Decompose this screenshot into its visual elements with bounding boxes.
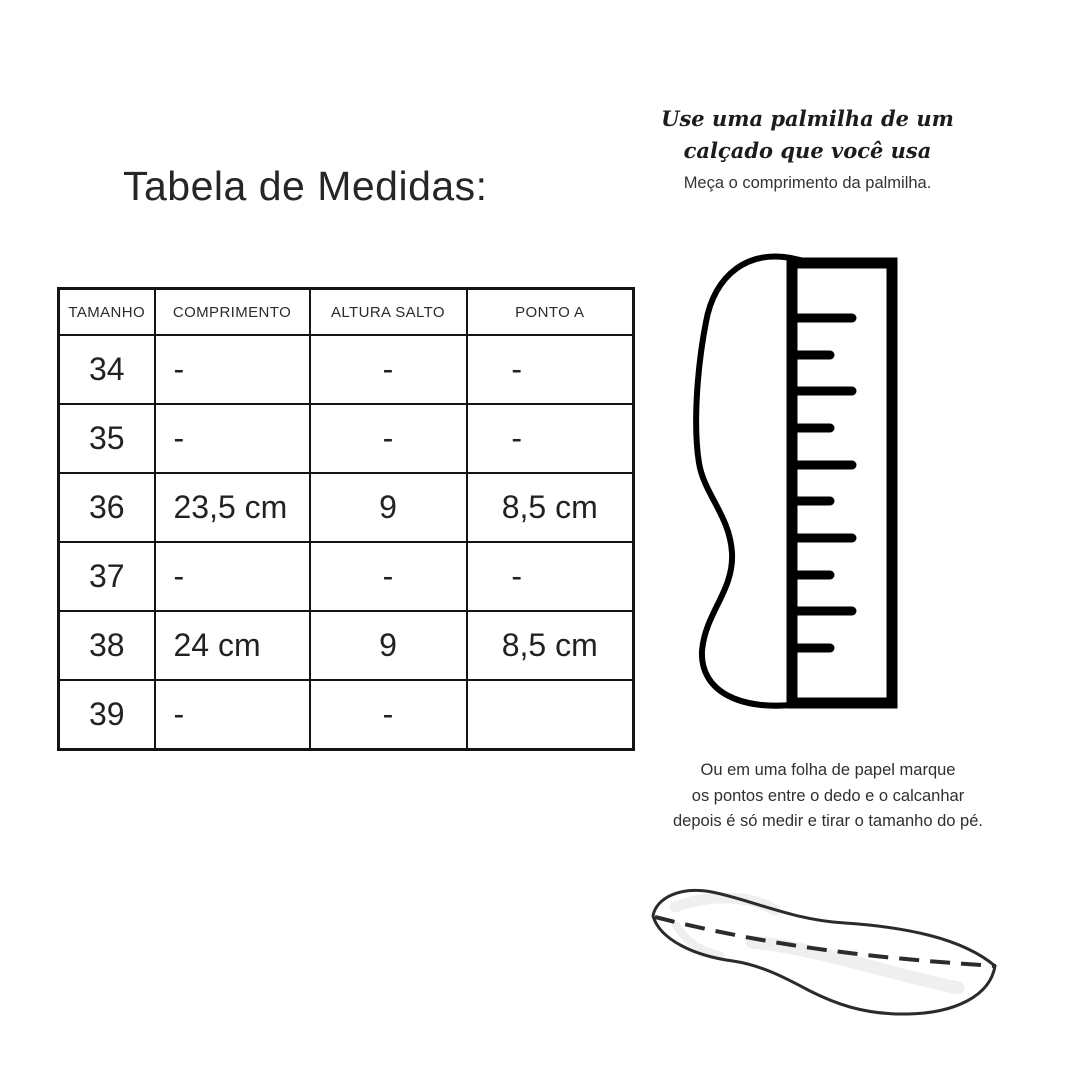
insole-heading-line1: Use uma palmilha de um [661, 106, 954, 131]
table-cell: 8,5 cm [467, 473, 634, 542]
size-table-body [59, 335, 634, 750]
table-row [59, 542, 634, 611]
insole-heading-line2: calçado que você usa [683, 138, 932, 163]
table-cell: 37 [59, 542, 155, 611]
insole-dashed-diagram-icon [628, 872, 1023, 1047]
table-cell: 34 [59, 335, 155, 404]
table-cell: - [155, 404, 310, 473]
table-row [59, 680, 634, 750]
table-cell: - [467, 335, 634, 404]
paper-line3: depois é só medir e tirar o tamanho do pé. [672, 812, 983, 830]
table-cell: - [155, 680, 310, 750]
table-cell: - [310, 680, 467, 750]
insole-subtext: Meça o comprimento da palmilha. [683, 174, 932, 192]
table-row [59, 611, 634, 680]
paper-line2: os pontos entre o dedo e o calcanhar [691, 786, 965, 805]
table-cell: - [467, 542, 634, 611]
table-cell: 38 [59, 611, 155, 680]
table-cell [467, 680, 634, 750]
paper-line1: Ou em uma folha de papel marque [700, 761, 956, 779]
page-title: Tabela de Medidas: [123, 163, 488, 209]
table-cell: - [310, 542, 467, 611]
column-header: TAMANHO [59, 289, 155, 336]
table-row [59, 404, 634, 473]
column-header: ALTURA SALTO [310, 289, 467, 336]
ruler-outline [792, 263, 892, 703]
column-header: PONTO A [467, 289, 634, 336]
table-cell: - [467, 404, 634, 473]
column-header: COMPRIMENTO [155, 289, 310, 336]
insole-ruler-diagram-icon [640, 238, 940, 728]
table-cell: 39 [59, 680, 155, 750]
table-row [59, 473, 634, 542]
table-cell: 35 [59, 404, 155, 473]
size-table-grid [57, 287, 635, 751]
table-cell: 9 [310, 473, 467, 542]
table-cell: - [155, 542, 310, 611]
table-cell: - [155, 335, 310, 404]
table-cell: 23,5 cm [155, 473, 310, 542]
table-cell: 24 cm [155, 611, 310, 680]
paper-instructions [618, 758, 1038, 835]
table-cell: - [310, 335, 467, 404]
insole-instructions [620, 103, 995, 195]
insole-shading [675, 898, 958, 988]
size-table [57, 287, 635, 751]
size-table-header [59, 289, 634, 336]
table-cell: - [310, 404, 467, 473]
table-row [59, 335, 634, 404]
table-cell: 9 [310, 611, 467, 680]
insole-half-outline [696, 257, 800, 706]
header-row [59, 289, 634, 336]
table-cell: 8,5 cm [467, 611, 634, 680]
table-cell: 36 [59, 473, 155, 542]
